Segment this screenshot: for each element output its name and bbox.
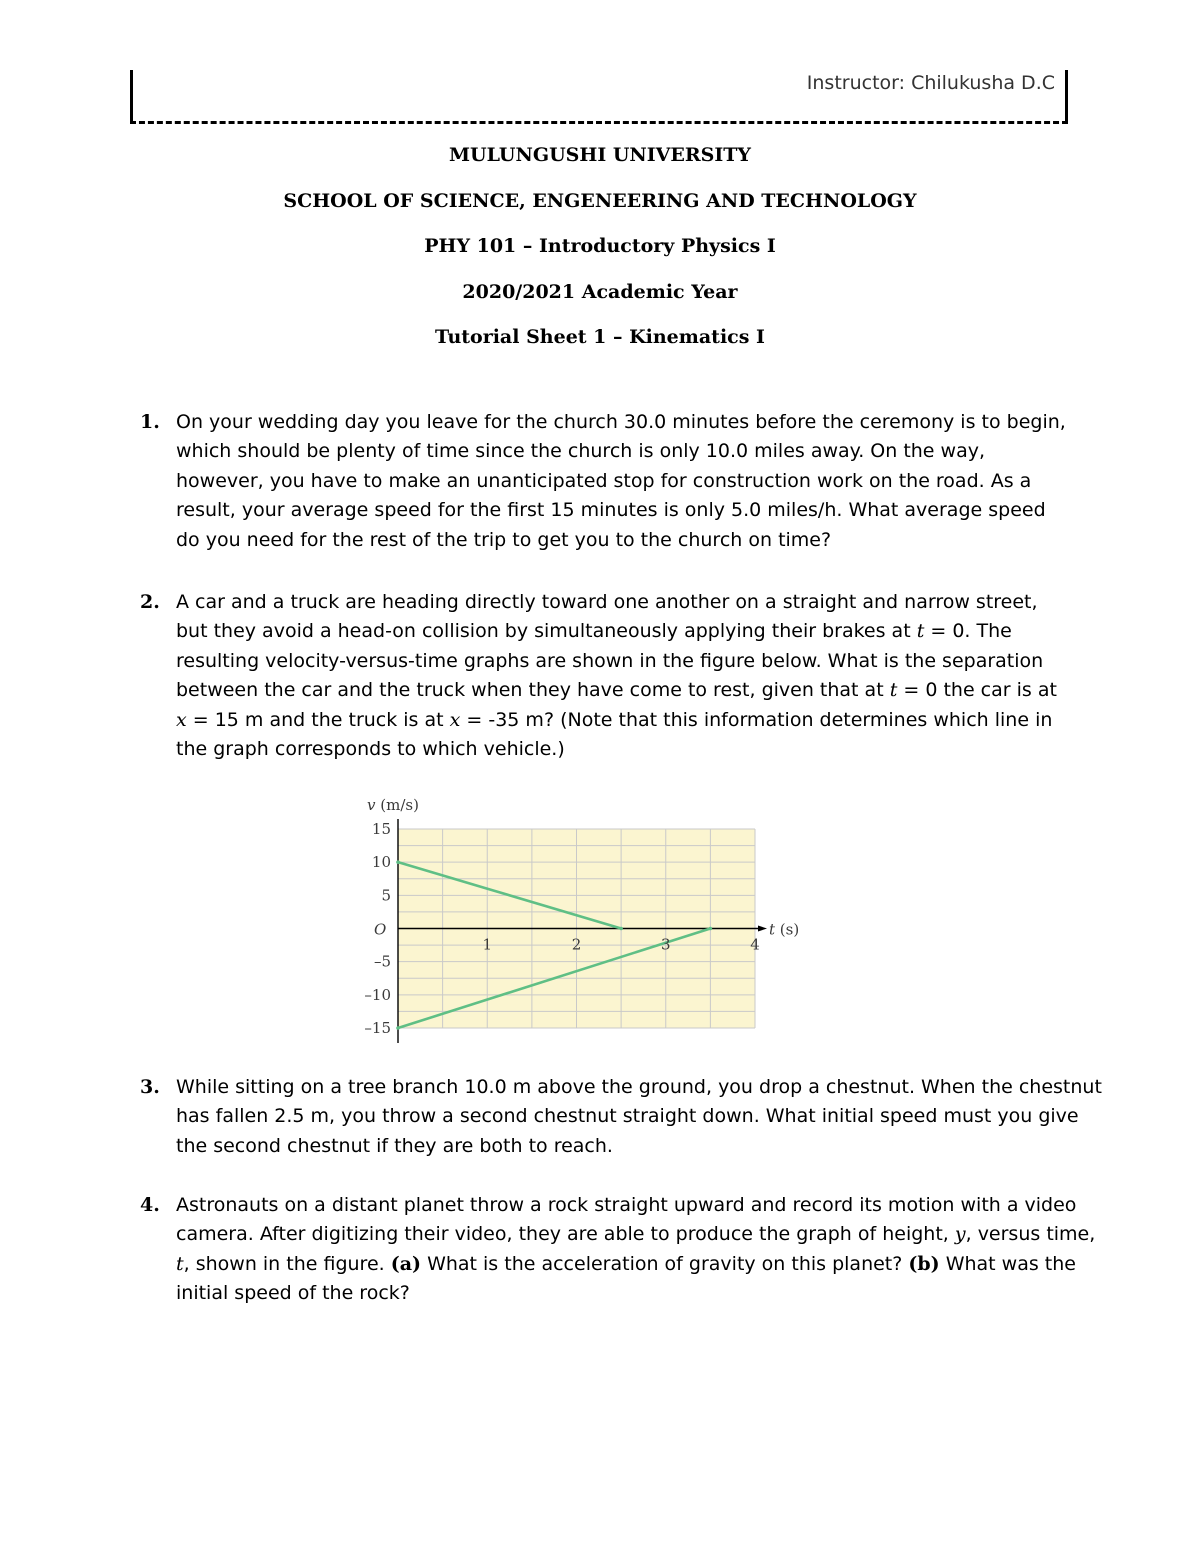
question-number: 1. [140,411,160,433]
series-point [396,860,400,864]
question-4 [140,1191,1106,1309]
question-2 [140,588,1070,763]
series-point [619,927,623,931]
y-tick-label: 10 [371,853,391,872]
x-tick-label: 4 [750,935,760,954]
origin-label: O [374,920,387,939]
course-title: PHY 101 – Introductory Physics I [424,235,776,257]
instructor-name: Instructor: Chilukusha D.C [806,72,1055,94]
question-text: While sitting on a tree branch 10.0 m above the ground, you drop a chestnut. When the chestnut has fallen 2.5 m, you throw a second chestnut straight down. What initial speed must you give the second chestnut if they are both to reach. [176,1076,1102,1157]
question-text: A car and a truck are heading directly toward one another on a straight and narrow street, but they avoid a head-on collision by simultaneously applying their brakes at t = 0. The resulting velocity-versus-time graphs are shown in the figure below. What is the separation between the car and the truck when they have come to rest, given that at t = 0 the car is at x = 15 m and the truck is at x = -35 m? (Note that this information determines which line in the graph corresponds to which vehicle.) [176,591,1057,761]
x-tick-label: 2 [571,935,582,954]
y-tick-label: 15 [371,820,391,838]
y-tick-label: 5 [381,886,391,905]
university-title: MULUNGUSHI UNIVERSITY [449,144,751,166]
y-tick-label: –15 [364,1019,391,1037]
x-axis-label: t (s) [769,920,800,939]
x-tick-label: 3 [660,935,671,954]
questions-list [140,408,1070,763]
question-3 [140,1073,1106,1161]
series-point [709,927,713,931]
y-tick-label: –5 [373,952,391,971]
question-number: 3. [140,1076,160,1098]
series-point [396,1026,400,1030]
question-text: On your wedding day you leave for the church 30.0 minutes before the ceremony is to begin, which should be plenty of time since the church is only 10.0 miles away. On the way, however, you have to make an unanticipated stop for construction work on the road. As a result, your average speed for the first 15 minutes is only 5.0 miles/h. What average speed do you need for the rest of the trip to get you to the church on time? [176,411,1066,551]
x-axis-arrow [758,926,767,932]
question-number: 4. [140,1194,160,1216]
question-number: 2. [140,591,160,613]
y-axis-label: v (m/s) [367,796,419,814]
school-title: SCHOOL OF SCIENCE, ENGENEERING AND TECHNOLOGY [283,189,917,212]
academic-year: 2020/2021 Academic Year [462,280,738,303]
question-1 [140,408,1070,588]
question-text: Astronauts on a distant planet throw a rock straight upward and record its motion with a video camera. After digitizing their video, they are able to produce the graph of height, y, versus time, t, shown in the figure. (a) What is the acceleration of gravity on this planet? (b) What was the initial speed of the rock? [176,1194,1096,1305]
sheet-title: Tutorial Sheet 1 – Kinematics I [435,326,765,348]
velocity-time-graph [355,788,815,1050]
y-tick-label: –10 [364,985,391,1004]
document-titles [0,140,1200,368]
x-tick-label: 1 [482,935,493,954]
velocity-time-svg [355,788,815,1050]
header-box [130,70,1068,124]
